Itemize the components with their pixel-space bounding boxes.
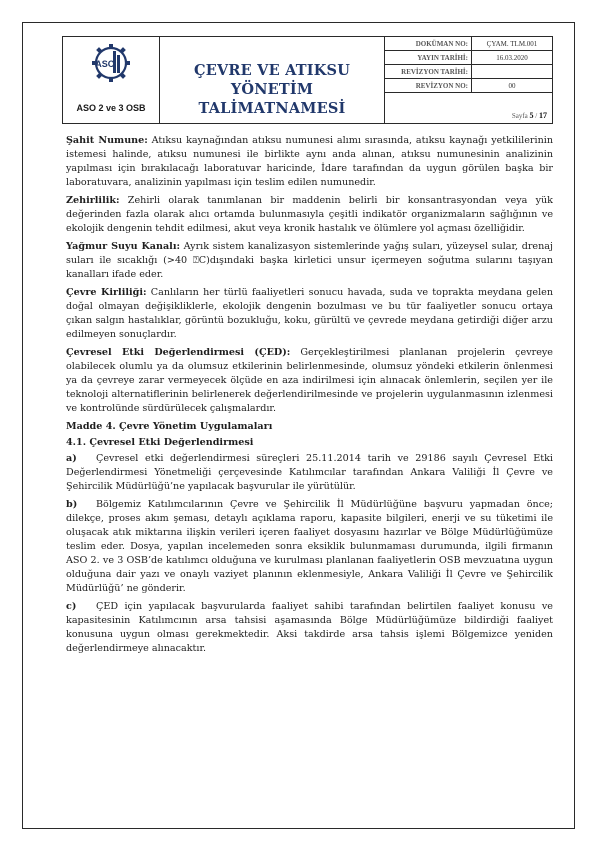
info-row (385, 79, 552, 93)
definition-text: Zehirli olarak tanımlanan bir maddenin belirli bir konsantrasyondan veya yük değerinden fazla olarak alıcı ortamda bulunmasıyla çeşitli indikatör organizmaların sağlığının ve ekolojik dengenin tehdit edilmesi, akut veya kronik hastalık ve ölümlere yol açması özelliğidir. (66, 195, 553, 234)
page-separator: / (533, 112, 539, 120)
title-line-1: ÇEVRE VE ATIKSU YÖNETİM (193, 62, 351, 98)
definition-term: Şahit Numune: (66, 135, 148, 146)
definition-text: Ayrık sistem kanalizasyon sistemlerinde yağış suları, yüzeysel sular, drenaj suları ile sıcaklığı (>40 ⍰C)dışındaki başka kirletici unsur içermeyen soğutma sularını taşıyan kanalları ifade eder. (66, 241, 553, 280)
page-number (385, 111, 547, 120)
list-item-label: c) (66, 601, 77, 612)
definition-term: Çevresel Etki Değerlendirmesi (ÇED): (66, 347, 291, 358)
info-key: REVİZYON TARİHİ: (385, 65, 472, 79)
list-item (66, 600, 553, 656)
definition-paragraph (66, 134, 553, 190)
document-info-table (385, 37, 552, 93)
info-key: REVİZYON NO: (385, 79, 472, 93)
list-item (66, 498, 553, 596)
info-key: DOKÜMAN NO: (385, 37, 472, 51)
list-item-text: ÇED için yapılacak başvurularda faaliyet sahibi tarafından belirtilen faaliyet konusu ve kapasitesinin Katılımcının arsa tahsisi aşamasında Bölge Müdürlüğümüze bildirdiği faaliyet konusuna uygun olması gerekmektedir. Aksi takdirde arsa tahsis işlemi Bölgemizce yeniden değerlendirmeye alınacaktır. (66, 601, 553, 654)
title-line-2: TALİMATNAMESİ (198, 100, 346, 117)
document-body (66, 134, 553, 660)
definition-paragraph (66, 240, 553, 282)
definition-paragraph (66, 194, 553, 236)
definition-term: Zehirlilik: (66, 195, 120, 206)
info-row (385, 37, 552, 51)
list-item-text: Bölgemiz Katılımcılarının Çevre ve Şehircilik İl Müdürlüğüne başvuru yapmadan önce; dilekçe, proses akım şeması, detaylı açıklama raporu, kapasite bilgileri, enerji ve su tüketimi ile oluşacak atık miktarına ilişkin verileri içeren faaliyet dosyasını hazırlar ve Bölge Müdürlüğümüze teslim eder. Dosya, yapılan incelemeden sonra eksiklik bulunmaması durumunda, ilgili firmanın ASO 2. ve 3 OSB’de katılımcı olduğuna ve kurulması planlanan faaliyetlerin OSB mevzuatına uygun olduğuna dair yazı ve onaylı vaziyet planının eklenmesiyle, Ankara Valiliği İl Çevre ve Şehircilik Müdürlüğü’ ne gönderir. (66, 499, 553, 594)
page-label: Sayfa (511, 112, 528, 120)
page-total: 17 (539, 111, 547, 120)
definition-text: Gerçekleştirilmesi planlanan projelerin çevreye olabilecek olumlu ya da olumsuz etkilerinin belirlenmesinde, olumsuz yöndeki etkilerin önlenmesi ya da çevreye zarar vermeyecek ölçüde en aza indirilmesi için alınacak önlemlerin, seçilen yer ile teknoloji alternatiflerinin belirlenerek değerlendirilmesinde ve projelerin uygulanmasının izlenmesi ve kontrolünde sürdürülecek çalışmalardır. (66, 347, 553, 414)
list-item-label: b) (66, 499, 78, 510)
definition-paragraph (66, 346, 553, 416)
definition-paragraph (66, 286, 553, 342)
organization-name: ASO 2 ve 3 OSB (76, 103, 146, 113)
definition-term: Yağmur Suyu Kanalı: (66, 241, 181, 252)
list-item (66, 452, 553, 494)
logo-text: ASO (95, 59, 115, 69)
definition-text: Atıksu kaynağından atıksu numunesi alımı sırasında, atıksu kaynağı yetkililerinin istemesi halinde, atıksu numunesi ile birlikte aynı anda alınan, atıksu numunesinin analizinin yapılması için bırakılacağı laboratuvar haricinde, İdare tarafından da uygun görülen başka bir laboratuvara, analizinin yapılması için teslim edilen numunedir. (66, 135, 553, 188)
info-value: ÇYAM. TLM.001 (472, 37, 553, 51)
definition-term: Çevre Kirliliği: (66, 287, 147, 298)
info-row (385, 51, 552, 65)
page-current: 5 (529, 111, 534, 120)
aso-gear-logo-icon (91, 43, 131, 93)
section-heading: Madde 4. Çevre Yönetim Uygulamaları (66, 421, 273, 432)
document-header (62, 36, 553, 124)
info-value: 00 (472, 79, 553, 93)
info-row (385, 65, 552, 79)
logo-cell (63, 37, 160, 123)
list-item-text: Çevresel etki değerlendirmesi süreçleri 25.11.2014 tarih ve 29186 sayılı Çevresel Etki Değerlendirmesi Yönetmeliği çerçevesinde Katılımcılar tarafından Ankara Valiliği İl Çevre ve Şehircilik Müdürlüğü’ne yapılacak başvurular ile yürütülür. (66, 453, 553, 492)
title-cell (160, 37, 385, 123)
info-value (472, 65, 553, 79)
info-value: 16.03.2020 (472, 51, 553, 65)
document-title (160, 61, 384, 118)
subsection-heading: 4.1. Çevresel Etki Değerlendirmesi (66, 437, 254, 448)
list-item-label: a) (66, 453, 77, 464)
info-key: YAYIN TARİHİ: (385, 51, 472, 65)
definition-text: Canlıların her türlü faaliyetleri sonucu havada, suda ve toprakta meydana gelen doğal olmayan değişikliklerle, ekolojik dengenin bozulması ve bu tür faaliyetler sonucu ortaya çıkan salgın hastalıklar, görüntü bozukluğu, koku, gürültü ve çevrede meydana getirdiği diğer arzu edilmeyen sonuçlardır. (66, 287, 553, 340)
